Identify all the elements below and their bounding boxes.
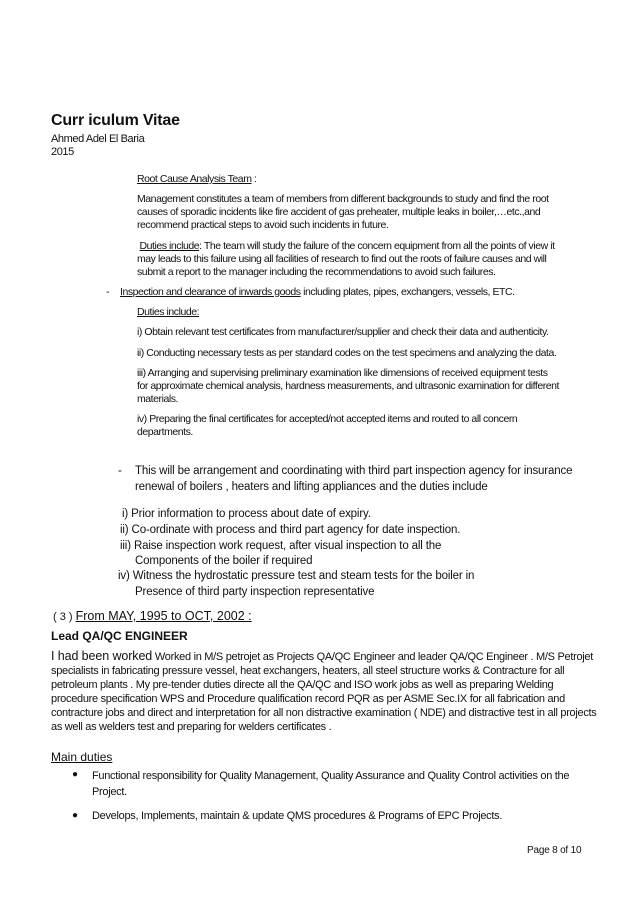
bullet-icon: ● (72, 769, 79, 780)
main-duty-line: Functional responsibility for Quality Management, Quality Assurance and Quality Control activities on the (92, 770, 570, 782)
rca-duties-line: submit a report to the manager including the recommendations to avoid such failures. (137, 266, 496, 278)
job3-role: Lead QA/QC ENGINEER (51, 629, 188, 643)
rca-duties (137, 240, 555, 279)
job3-intro-text: Worked in M/S petrojet as Projects QA/QC Engineer and leader QA/QC Engineer . M/S Petrojet (152, 651, 593, 663)
bullet-icon: ● (72, 810, 79, 821)
thirdparty-item: iii) Raise inspection work request, after visual inspection to all the (120, 540, 442, 552)
job3-intro-line (51, 649, 597, 664)
inspection-item-line: departments. (137, 426, 193, 438)
inspection-item-line: iii) Arranging and supervising preliminary examination like dimensions of received equipment tests (137, 367, 548, 379)
rca-desc-line: causes of sporadic incidents like fire accident of gas preheater, multiple leaks in boiler,…etc.,and (137, 206, 541, 218)
rca-heading-text: Root Cause Analysis Team (137, 173, 252, 185)
rca-duties-line (137, 240, 555, 253)
main-duty-item (92, 768, 569, 800)
job3-intro-line: petroleum plants . My pre-tender duties directe all the QA/QC and ISO work jobs as well as preparing Welding (51, 679, 554, 691)
thirdparty-item: Components of the boiler if required (135, 555, 313, 567)
job3-index: ( 3 ) (53, 611, 73, 623)
job3-intro-line: specialists in fabricating pressure vessel, heat exchangers, heaters, all steel structure works & Contracture for all (51, 665, 565, 677)
rca-duties-line: may leads to this failure using all facilities of research to find out the roots of failure causes and will (137, 253, 547, 265)
rca-desc-line: recommend practical steps to avoid such incidents in future. (137, 219, 389, 231)
inspection-heading-suffix: including plates, pipes, exchangers, vessels, ETC. (300, 286, 515, 298)
thirdparty-item: i) Prior information to process about date of expiry. (122, 508, 371, 520)
job3-intro-line: as well as welders test and preparing for welders certificates . (51, 721, 332, 733)
thirdparty-intro-line: renewal of boilers , heaters and lifting appliances and the duties include (135, 481, 488, 493)
main-duties-label: Main duties (51, 750, 113, 764)
main-duty-item: Develops, Implements, maintain & update QMS procedures & Programs of EPC Projects. (92, 810, 503, 822)
inspection-item: ii) Conducting necessary tests as per standard codes on the test specimens and analyzing the data. (137, 347, 557, 359)
job3-intro-line: procedure specification WPS and Procedure qualification record PQR as per ASME Sec.IX for all fabrication and (51, 693, 565, 705)
job3-period-line (53, 609, 252, 623)
cv-year: 2015 (51, 146, 74, 158)
thirdparty-item: ii) Co-ordinate with process and third part agency for date inspection. (120, 524, 461, 536)
inspection-heading (120, 286, 515, 299)
rca-duties-text: : The team will study the failure of the concern equipment from all the points of view it (199, 240, 555, 252)
inspection-item-line: for approximate chemical analysis, hardness measurements, and ultrasonic examination for different (137, 380, 560, 392)
inspection-item-line: iv) Preparing the final certificates for accepted/not accepted items and routed to all concern (137, 413, 518, 425)
page-number: Page 8 of 10 (527, 845, 582, 856)
inspection-heading-text: Inspection and clearance of inwards goods (120, 286, 301, 298)
inspection-item: i) Obtain relevant test certificates from manufacturer/supplier and check their data and authenticity. (137, 326, 549, 338)
job3-intro-lead: I had been worked (51, 649, 153, 663)
thirdparty-intro-line: This will be arrangement and coordinating with third part inspection agency for insurance (135, 465, 573, 477)
job3-intro-line: contracture jobs and direct and interpretation for all non distractive examination ( NDE) and distractive test in all projects (51, 707, 597, 719)
rca-heading (137, 173, 256, 186)
inspection-item (137, 413, 517, 439)
rca-desc-line: Management constitutes a team of members from different backgrounds to study and find the root (137, 193, 549, 205)
rca-duties-label: Duties include (139, 240, 200, 252)
inspection-item (137, 367, 559, 406)
thirdparty-dash: - (118, 465, 122, 477)
thirdparty-item: iv) Witness the hydrostatic pressure test and steam tests for the boiler in (118, 570, 475, 582)
inspection-duties-label: Duties include: (137, 306, 200, 318)
thirdparty-intro (135, 463, 572, 495)
rca-description (137, 193, 549, 232)
job3-intro (51, 649, 597, 734)
job3-period: From MAY, 1995 to OCT, 2002 : (75, 609, 252, 623)
inspection-item-line: materials. (137, 393, 179, 405)
inspection-dash: - (106, 286, 110, 298)
cv-title: Curr iculum Vitae (51, 112, 180, 129)
candidate-name: Ahmed Adel El Baria (51, 133, 145, 145)
rca-heading-suffix: : (251, 173, 257, 185)
main-duty-line: Project. (92, 786, 127, 798)
thirdparty-item: Presence of third party inspection representative (135, 586, 375, 598)
